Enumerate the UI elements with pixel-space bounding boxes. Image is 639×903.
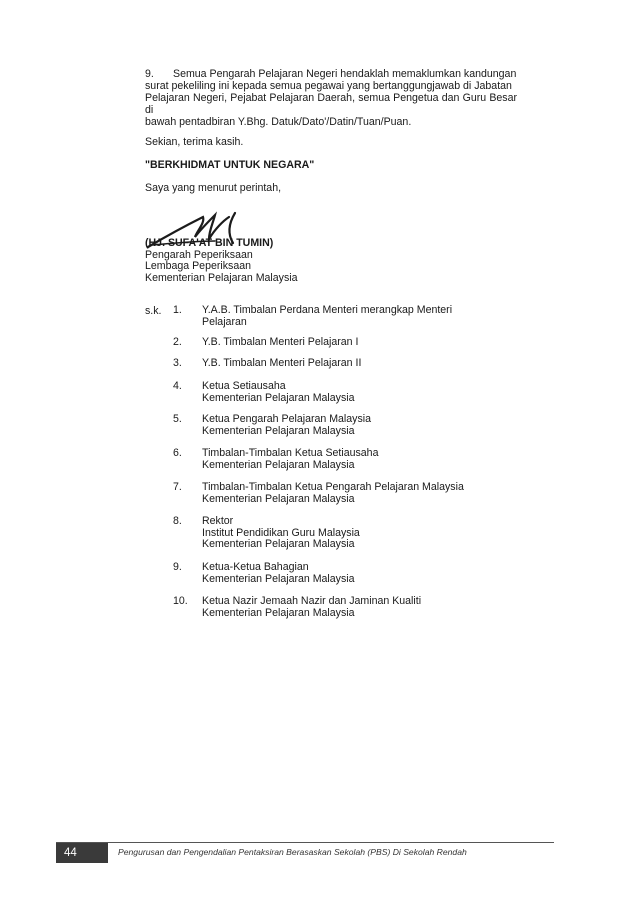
signatory-name: (HJ. SUFA'AT BIN TUMIN) xyxy=(145,237,274,249)
closing-text: Sekian, terima kasih. xyxy=(145,136,244,148)
sk-item-number: 10. xyxy=(173,595,188,607)
sk-item-number: 9. xyxy=(173,561,182,573)
sk-item-number: 3. xyxy=(173,357,182,369)
signatory-ministry: Kementerian Pelajaran Malaysia xyxy=(145,271,298,284)
sk-item-line: Kementerian Pelajaran Malaysia xyxy=(202,391,355,404)
sk-item-line: Kementerian Pelajaran Malaysia xyxy=(202,538,355,550)
obedient-line: Saya yang menurut perintah, xyxy=(145,182,282,194)
sk-item-line: Kementerian Pelajaran Malaysia xyxy=(202,606,355,619)
page-number: 44 xyxy=(56,843,108,863)
sk-item-number: 6. xyxy=(173,447,182,459)
sk-item-line: Kementerian Pelajaran Malaysia xyxy=(202,458,355,471)
paragraph-line: Semua Pengarah Pelajaran Negeri hendaklah memaklumkan kandungan xyxy=(173,68,517,80)
paragraph-line: bawah pentadbiran Y.Bhg. Datuk/Dato'/Datin/Tuan/Puan. xyxy=(145,116,412,128)
sk-item-line: Kementerian Pelajaran Malaysia xyxy=(202,424,355,437)
sk-item-line: Ketua Setiausaha xyxy=(202,380,286,392)
paragraph-line: surat pekeliling ini kepada semua pegawai yang bertanggungjawab di Jabatan xyxy=(145,80,512,92)
sk-item-number: 4. xyxy=(173,380,182,392)
signatory-office: Lembaga Peperiksaan xyxy=(145,260,252,272)
sk-item-number: 2. xyxy=(173,336,182,348)
sk-item-line: Timbalan-Timbalan Ketua Pengarah Pelajaran Malaysia xyxy=(202,481,464,493)
footer-title: Pengurusan dan Pengendalian Pentaksiran Berasaskan Sekolah (PBS) Di Sekolah Rendah xyxy=(118,847,467,857)
sk-item-line: Pelajaran xyxy=(202,315,247,328)
sk-item-line: Ketua Pengarah Pelajaran Malaysia xyxy=(202,413,372,425)
footer-divider xyxy=(56,842,554,843)
sk-item-line: Y.A.B. Timbalan Perdana Menteri merangkap Menteri xyxy=(202,304,453,316)
sk-item-line: Kementerian Pelajaran Malaysia xyxy=(202,492,355,505)
sk-item-number: 1. xyxy=(173,304,182,316)
sk-label: s.k. xyxy=(145,305,162,317)
sk-item-line: Ketua-Ketua Bahagian xyxy=(202,561,309,573)
motto: "BERKHIDMAT UNTUK NEGARA" xyxy=(145,159,315,171)
sk-item-line: Kementerian Pelajaran Malaysia xyxy=(202,572,355,585)
signatory-block xyxy=(145,238,298,284)
sk-item-line: Rektor xyxy=(202,515,234,527)
paragraph-line: Pelajaran Negeri, Pejabat Pelajaran Daerah, semua Pengetua dan Guru Besar di xyxy=(145,92,517,116)
sk-item-line: Timbalan-Timbalan Ketua Setiausaha xyxy=(202,447,379,459)
sk-item-number: 7. xyxy=(173,481,182,493)
sk-item-number: 5. xyxy=(173,413,182,425)
sk-item-line: Y.B. Timbalan Menteri Pelajaran II xyxy=(202,357,362,369)
sk-item-line: Ketua Nazir Jemaah Nazir dan Jaminan Kualiti xyxy=(202,595,422,607)
sk-item-number: 8. xyxy=(173,515,182,527)
sk-item-line: Y.B. Timbalan Menteri Pelajaran I xyxy=(202,336,359,348)
sk-item-line: Institut Pendidikan Guru Malaysia xyxy=(202,526,360,539)
paragraph-number: 9. xyxy=(145,68,154,80)
paragraph-9 xyxy=(145,68,517,128)
signatory-title: Pengarah Peperiksaan xyxy=(145,248,253,261)
